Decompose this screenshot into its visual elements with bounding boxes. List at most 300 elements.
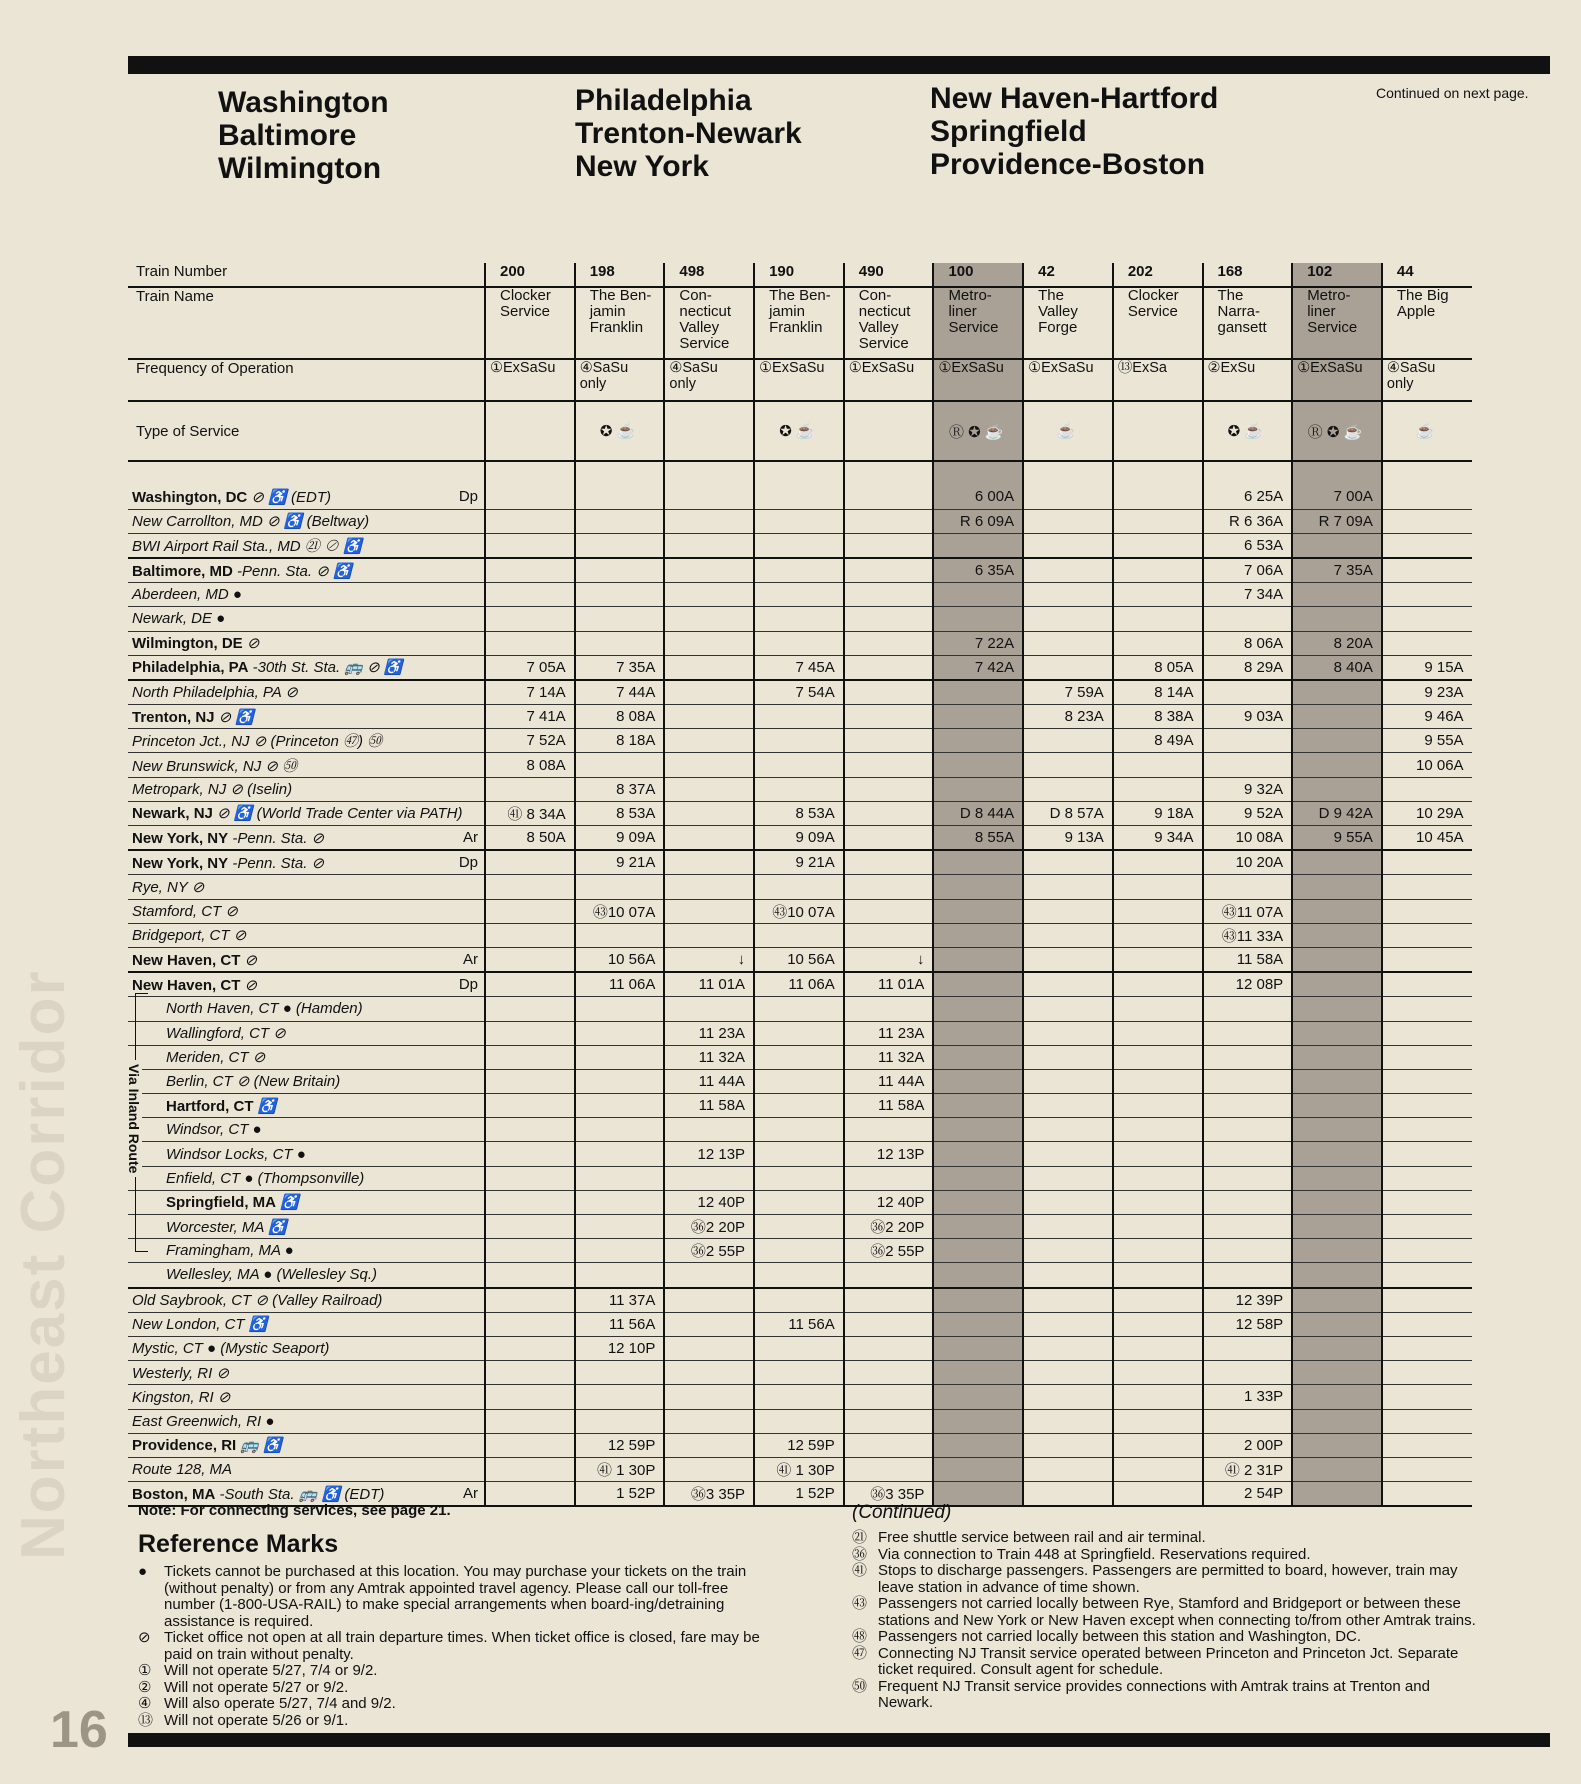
time-cell: 2 00P	[1203, 1433, 1293, 1457]
time-cell	[1203, 1094, 1293, 1118]
time-cell: R 6 36A	[1203, 509, 1293, 533]
time-cell	[485, 1118, 575, 1142]
station-name	[128, 1118, 485, 1142]
time-cell	[1023, 631, 1113, 655]
time-cell	[1203, 1190, 1293, 1214]
time-cell	[754, 923, 844, 947]
time-cell	[664, 997, 754, 1021]
time-cell	[1023, 997, 1113, 1021]
time-cell	[1292, 899, 1382, 923]
time-cell	[1382, 1021, 1472, 1045]
time-cell	[1023, 753, 1113, 777]
time-cell: 8 29A	[1203, 655, 1293, 680]
time-cell: ㊱2 55P	[844, 1239, 934, 1263]
station-detail: ⊘ ♿ (World Trade Center via PATH)	[212, 805, 463, 823]
time-cell	[664, 485, 754, 509]
time-cell	[1023, 1409, 1113, 1433]
time-cell	[664, 923, 754, 947]
time-cell	[754, 583, 844, 607]
time-cell: 12 39P	[1203, 1288, 1293, 1313]
time-cell	[664, 801, 754, 825]
station-name	[128, 558, 485, 583]
station-row	[128, 655, 1472, 680]
station-row	[128, 1288, 1472, 1313]
time-cell: 12 13P	[664, 1142, 754, 1166]
time-cell	[844, 607, 934, 631]
time-cell	[575, 1263, 665, 1288]
time-cell	[1292, 1215, 1382, 1239]
time-cell: 11 37A	[575, 1288, 665, 1313]
time-cell	[485, 1361, 575, 1385]
time-cell: ㊶ 1 30P	[754, 1457, 844, 1481]
heading-line: Trenton-Newark	[575, 117, 802, 150]
time-cell	[844, 1336, 934, 1360]
time-cell: 11 58A	[844, 1094, 934, 1118]
reference-symbol: ㊶	[852, 1562, 868, 1579]
station-city: Wilmington, DE	[132, 635, 243, 653]
time-cell	[844, 533, 934, 558]
time-cell: 8 14A	[1113, 680, 1203, 705]
time-cell	[933, 923, 1023, 947]
time-cell	[844, 1409, 934, 1433]
station-name	[128, 1166, 485, 1190]
time-cell	[664, 1118, 754, 1142]
time-cell	[664, 533, 754, 558]
time-cell	[664, 850, 754, 875]
train-number: 42	[1023, 263, 1113, 287]
time-cell	[933, 1457, 1023, 1481]
station-name	[128, 972, 485, 997]
reference-mark	[138, 1663, 766, 1680]
time-cell	[1113, 1021, 1203, 1045]
heading-washington	[218, 86, 389, 185]
reference-text: Free shuttle service between rail and air terminal.	[878, 1529, 1206, 1546]
time-cell	[1292, 850, 1382, 875]
time-cell	[1023, 509, 1113, 533]
station-detail: Newark, DE ●	[132, 610, 226, 628]
train-name: The Valley Forge	[1023, 287, 1113, 359]
time-cell: 9 09A	[575, 826, 665, 851]
time-cell	[844, 509, 934, 533]
time-cell	[575, 923, 665, 947]
station-detail: Bridgeport, CT ⊘	[132, 927, 247, 945]
reference-marks-title: Reference Marks	[138, 1530, 339, 1558]
time-cell	[933, 680, 1023, 705]
time-cell	[485, 1385, 575, 1409]
station-detail: Berlin, CT ⊘ (New Britain)	[166, 1073, 341, 1091]
time-cell	[1113, 899, 1203, 923]
time-cell: 7 54A	[754, 680, 844, 705]
time-cell	[844, 1263, 934, 1288]
time-cell	[1203, 1263, 1293, 1288]
time-cell: 7 06A	[1203, 558, 1293, 583]
train-freq: ⑬ExSa	[1113, 359, 1203, 401]
time-cell	[485, 875, 575, 899]
time-cell	[1203, 1166, 1293, 1190]
time-cell	[575, 1142, 665, 1166]
reference-symbol: ⊘	[138, 1629, 151, 1646]
time-cell	[485, 947, 575, 972]
reference-mark	[852, 1596, 1478, 1629]
service-icons	[664, 401, 754, 461]
station-name	[128, 1288, 485, 1313]
time-cell: 11 32A	[844, 1045, 934, 1069]
spacer	[128, 461, 485, 485]
time-cell	[664, 583, 754, 607]
time-cell	[754, 997, 844, 1021]
train-freq: ④SaSu only	[664, 359, 754, 401]
station-row	[128, 899, 1472, 923]
train-number: 168	[1203, 263, 1293, 287]
time-cell	[485, 1263, 575, 1288]
time-cell	[485, 777, 575, 801]
station-detail: Aberdeen, MD ●	[132, 586, 242, 604]
spacer	[1113, 461, 1203, 485]
station-detail: -30th St. Sta. 🚌 ⊘ ♿	[248, 659, 403, 677]
time-cell: 11 01A	[844, 972, 934, 997]
time-cell: 7 44A	[575, 680, 665, 705]
time-cell	[664, 1288, 754, 1313]
time-cell	[1023, 1021, 1113, 1045]
time-cell	[844, 753, 934, 777]
station-name	[128, 850, 485, 875]
time-cell	[933, 777, 1023, 801]
arr-dep-marker: Ar	[463, 1484, 478, 1502]
station-row	[128, 1094, 1472, 1118]
time-cell	[575, 1385, 665, 1409]
train-name: Metro-liner Service	[933, 287, 1023, 359]
reference-mark	[852, 1679, 1478, 1712]
spacer	[485, 461, 575, 485]
time-cell: 9 55A	[1382, 729, 1472, 753]
train-number: 202	[1113, 263, 1203, 287]
time-cell	[1292, 1385, 1382, 1409]
time-cell	[664, 680, 754, 705]
station-row	[128, 558, 1472, 583]
station-row	[128, 972, 1472, 997]
time-cell: 11 01A	[664, 972, 754, 997]
time-cell	[754, 1409, 844, 1433]
time-cell	[485, 1094, 575, 1118]
station-detail: Framingham, MA ●	[166, 1242, 294, 1260]
arr-dep-marker: Ar	[463, 950, 478, 968]
train-number: 102	[1292, 263, 1382, 287]
time-cell	[485, 558, 575, 583]
time-cell	[754, 1142, 844, 1166]
time-cell: 8 40A	[1292, 655, 1382, 680]
time-cell	[1203, 1142, 1293, 1166]
station-row	[128, 485, 1472, 509]
time-cell	[844, 1457, 934, 1481]
time-cell	[1023, 1190, 1113, 1214]
time-cell	[1382, 923, 1472, 947]
reference-text: Will also operate 5/27, 7/4 and 9/2.	[164, 1695, 396, 1712]
station-row	[128, 1166, 1472, 1190]
time-cell	[1292, 1361, 1382, 1385]
time-cell	[1113, 631, 1203, 655]
time-cell: 9 23A	[1382, 680, 1472, 705]
reference-text: Passengers not carried locally between Rye, Stamford and Bridgeport or between these stations and New York or New Haven except when connecting to/from other Amtrak trains.	[878, 1595, 1476, 1629]
time-cell	[1382, 1409, 1472, 1433]
time-cell	[485, 1482, 575, 1507]
time-cell: D 8 44A	[933, 801, 1023, 825]
time-cell: 8 08A	[575, 705, 665, 729]
station-detail: ⊘ ♿ (EDT)	[247, 488, 332, 506]
time-cell	[844, 1312, 934, 1336]
time-cell: ↓	[664, 947, 754, 972]
time-cell	[1203, 607, 1293, 631]
time-cell: 11 06A	[754, 972, 844, 997]
time-cell: 9 13A	[1023, 826, 1113, 851]
time-cell	[933, 1190, 1023, 1214]
time-cell	[575, 1021, 665, 1045]
reference-marks-list-continued	[852, 1530, 1478, 1712]
time-cell	[1292, 1118, 1382, 1142]
time-cell	[1292, 1457, 1382, 1481]
time-cell	[933, 1361, 1023, 1385]
train-freq: ①ExSaSu	[1023, 359, 1113, 401]
time-cell	[1382, 1239, 1472, 1263]
train-number: 44	[1382, 263, 1472, 287]
station-row	[128, 923, 1472, 947]
station-detail: Princeton Jct., NJ ⊘ (Princeton ㊼) ㊿	[132, 733, 383, 751]
heading-line: New Haven-Hartford	[930, 82, 1219, 115]
time-cell	[485, 1215, 575, 1239]
station-detail: Stamford, CT ⊘	[132, 903, 238, 921]
reference-text: Passengers not carried locally between this station and Washington, DC.	[878, 1628, 1362, 1645]
station-name	[128, 923, 485, 947]
time-cell	[1113, 1361, 1203, 1385]
time-cell	[844, 729, 934, 753]
reference-symbol: ㊽	[852, 1628, 868, 1645]
spacer	[754, 461, 844, 485]
time-cell	[1113, 1288, 1203, 1313]
time-cell: 11 58A	[664, 1094, 754, 1118]
time-cell	[575, 1190, 665, 1214]
time-cell	[1292, 1263, 1382, 1288]
time-cell	[1023, 1166, 1113, 1190]
time-cell	[1382, 997, 1472, 1021]
station-row	[128, 997, 1472, 1021]
spacer	[844, 461, 934, 485]
train-name: The Ben-jamin Franklin	[575, 287, 665, 359]
time-cell	[754, 705, 844, 729]
reference-mark	[852, 1530, 1478, 1547]
time-cell	[664, 1263, 754, 1288]
time-cell	[933, 1263, 1023, 1288]
station-city: Washington, DC	[132, 488, 248, 506]
station-row	[128, 1118, 1472, 1142]
time-cell: ㊸10 07A	[754, 899, 844, 923]
reference-text: Will not operate 5/27 or 9/2.	[164, 1678, 349, 1696]
time-cell	[575, 875, 665, 899]
station-detail: -Penn. Sta. ⊘	[228, 854, 325, 872]
train-number: 100	[933, 263, 1023, 287]
station-name	[128, 801, 485, 825]
time-cell	[485, 972, 575, 997]
arr-dep-marker: Ar	[463, 828, 478, 846]
time-cell	[1292, 607, 1382, 631]
time-cell	[1382, 1263, 1472, 1288]
station-row	[128, 1190, 1472, 1214]
ghost-side-title: Northeast Corridor	[9, 969, 78, 1560]
via-inland-route-label: Via Inland Route	[126, 1060, 142, 1177]
time-cell	[754, 1263, 844, 1288]
time-cell	[933, 583, 1023, 607]
station-name	[128, 899, 485, 923]
time-cell	[1292, 1094, 1382, 1118]
spacer	[575, 461, 665, 485]
station-name	[128, 509, 485, 533]
station-detail: North Philadelphia, PA ⊘	[132, 684, 298, 702]
time-cell	[754, 875, 844, 899]
time-cell	[844, 923, 934, 947]
time-cell	[754, 607, 844, 631]
time-cell	[575, 753, 665, 777]
station-name	[128, 1312, 485, 1336]
time-cell	[1023, 558, 1113, 583]
service-icons: Ⓡ ✪ ☕	[1292, 401, 1382, 461]
time-cell: 12 59P	[575, 1433, 665, 1457]
time-cell	[1203, 680, 1293, 705]
time-cell	[1292, 1069, 1382, 1093]
service-icons	[844, 401, 934, 461]
time-cell	[754, 1288, 844, 1313]
time-cell	[1203, 1215, 1293, 1239]
station-name	[128, 1142, 485, 1166]
station-detail: Kingston, RI ⊘	[132, 1388, 231, 1406]
time-cell	[1113, 1239, 1203, 1263]
time-cell: 7 22A	[933, 631, 1023, 655]
time-cell	[754, 1336, 844, 1360]
row-label: Train Name	[128, 287, 485, 359]
time-cell	[1113, 1045, 1203, 1069]
time-cell: 10 56A	[754, 947, 844, 972]
station-detail: East Greenwich, RI ●	[132, 1412, 275, 1430]
time-cell: 11 44A	[664, 1069, 754, 1093]
continued-label: (Continued)	[852, 1502, 952, 1523]
time-cell	[1113, 753, 1203, 777]
time-cell	[664, 655, 754, 680]
station-city: Newark, NJ	[132, 805, 213, 823]
time-cell	[933, 729, 1023, 753]
time-cell	[1023, 875, 1113, 899]
time-cell	[1292, 777, 1382, 801]
time-cell: 8 37A	[575, 777, 665, 801]
time-cell	[1292, 1142, 1382, 1166]
time-cell: 12 08P	[1203, 972, 1293, 997]
time-cell	[933, 1312, 1023, 1336]
time-cell	[1113, 1069, 1203, 1093]
station-name	[128, 1433, 485, 1457]
station-row	[128, 680, 1472, 705]
time-cell: ㊱3 35P	[844, 1482, 934, 1507]
time-cell: 11 23A	[844, 1021, 934, 1045]
time-cell	[754, 485, 844, 509]
reference-text: Via connection to Train 448 at Springfield. Reservations required.	[878, 1545, 1311, 1563]
time-cell	[1292, 680, 1382, 705]
station-detail: ⊘	[240, 951, 258, 969]
time-cell: 1 33P	[1203, 1385, 1293, 1409]
station-detail: Metropark, NJ ⊘ (Iselin)	[132, 781, 293, 799]
station-name	[128, 777, 485, 801]
time-cell: 9 34A	[1113, 826, 1203, 851]
time-cell: 9 09A	[754, 826, 844, 851]
station-name	[128, 533, 485, 558]
arr-dep-marker: Dp	[458, 853, 478, 871]
time-cell: 6 35A	[933, 558, 1023, 583]
station-row	[128, 1457, 1472, 1481]
time-cell: 10 56A	[575, 947, 665, 972]
spacer	[1382, 461, 1472, 485]
time-cell	[1113, 1312, 1203, 1336]
station-detail: Old Saybrook, CT ⊘ (Valley Railroad)	[132, 1292, 383, 1310]
time-cell	[1113, 875, 1203, 899]
station-detail: Wellesley, MA ● (Wellesley Sq.)	[166, 1266, 378, 1284]
time-cell	[933, 1288, 1023, 1313]
train-name: The Big Apple	[1382, 287, 1472, 359]
station-name	[128, 1263, 485, 1288]
time-cell	[1292, 533, 1382, 558]
time-cell	[485, 583, 575, 607]
time-cell	[844, 1385, 934, 1409]
reference-text: Connecting NJ Transit service operated between Princeton and Princeton Jct. Separate ticket required. Consult agent for schedule.	[878, 1644, 1459, 1678]
station-name	[128, 1361, 485, 1385]
time-cell	[485, 1457, 575, 1481]
time-cell	[485, 631, 575, 655]
time-cell	[664, 753, 754, 777]
time-cell	[1023, 583, 1113, 607]
station-detail: New Brunswick, NJ ⊘ ㊿	[132, 757, 298, 775]
time-cell	[1203, 1336, 1293, 1360]
station-name	[128, 1457, 485, 1481]
time-cell	[664, 1361, 754, 1385]
time-cell: 9 18A	[1113, 801, 1203, 825]
spacer	[1292, 461, 1382, 485]
station-name	[128, 729, 485, 753]
time-cell	[844, 1118, 934, 1142]
time-cell	[485, 1166, 575, 1190]
time-cell	[575, 1239, 665, 1263]
time-cell	[933, 1094, 1023, 1118]
time-cell: 9 55A	[1292, 826, 1382, 851]
station-city: New Haven, CT	[132, 976, 241, 994]
train-freq: ④SaSu only	[575, 359, 665, 401]
train-freq: ①ExSaSu	[754, 359, 844, 401]
time-cell	[754, 753, 844, 777]
reference-mark	[138, 1630, 766, 1663]
station-row	[128, 1021, 1472, 1045]
time-cell: 7 34A	[1203, 583, 1293, 607]
station-name	[128, 583, 485, 607]
time-cell	[754, 1118, 844, 1142]
train-name: The Narra-gansett	[1203, 287, 1293, 359]
station-name	[128, 1069, 485, 1093]
station-row	[128, 729, 1472, 753]
time-cell: 10 06A	[1382, 753, 1472, 777]
time-cell	[1382, 631, 1472, 655]
reference-mark	[138, 1564, 766, 1630]
station-name	[128, 947, 485, 972]
spacer	[933, 461, 1023, 485]
station-row	[128, 850, 1472, 875]
heading-philadelphia	[575, 84, 802, 183]
time-cell	[1292, 1288, 1382, 1313]
time-cell	[933, 972, 1023, 997]
time-cell	[754, 1094, 844, 1118]
station-name	[128, 1021, 485, 1045]
time-cell	[664, 899, 754, 923]
